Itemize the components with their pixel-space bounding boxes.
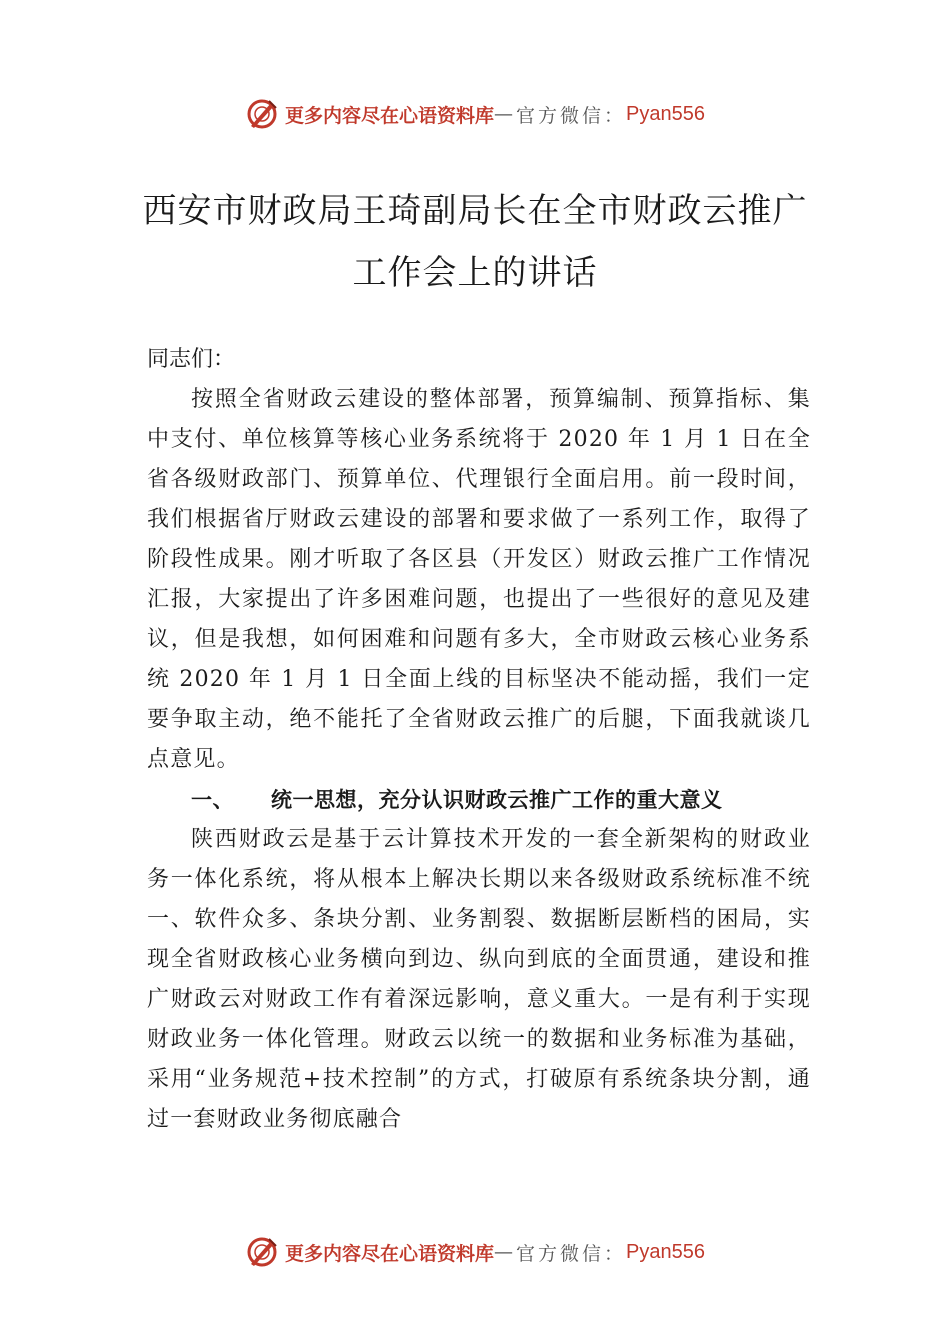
salutation: 同志们： bbox=[147, 347, 236, 372]
footer-wechat-id: Pyan556 bbox=[626, 1240, 705, 1263]
paragraph-significance: 陕西财政云是基于云计算技术开发的一套全新架构的财政业务一体化系统，将从根本上解决长期以来各级财政系统标准不统一、软件众多、条块分割、业务割裂、数据断层断档的困局，实现全省财政核心业务横向到边、纵向到底的全面贯通，建设和推广财政云对财政工作有着深远影响，意义重大。一是有利于实现财政业务一体化管理。财政云以统一的数据和业务标准为基础，采用“业务规范+技术控制”的方式，打破原有系统条块分割，通过一套财政业务彻底融合 bbox=[147, 827, 811, 1132]
footer-banner bbox=[0, 1232, 950, 1272]
header-banner bbox=[0, 94, 950, 134]
banner-wechat-label: 官方微信： bbox=[516, 104, 627, 127]
quill-seal-icon bbox=[245, 97, 279, 131]
document-title: 西安市财政局王琦副局长在全市财政云推广工作会上的讲话 bbox=[142, 191, 808, 293]
footer-wechat-label: 官方微信： bbox=[516, 1242, 627, 1265]
banner-wechat-id: Pyan556 bbox=[626, 102, 705, 125]
footer-site-name: 更多内容尽在心语资料库 bbox=[285, 1242, 495, 1265]
section-heading-number: 一、 bbox=[191, 788, 234, 812]
document-body bbox=[147, 340, 811, 1140]
paragraph-intro: 按照全省财政云建设的整体部署，预算编制、预算指标、集中支付、单位核算等核心业务系统将于 2020 年 1 月 1 日在全省各级财政部门、预算单位、代理银行全面启用。前一段时间，我们根据省厅财政云建设的部署和要求做了一系列工作，取得了阶段性成果。刚才听取了各区县（开发区）财政云推广工作情况汇报，大家提出了许多困难问题，也提出了一些很好的意见及建议，但是我想，如何困难和问题有多大，全市财政云核心业务系统 2020 年 1 月 1 日全面上线的目标坚决不能动摇，我们一定要争取主动，绝不能托了全省财政云推广的后腿，下面我就谈几点意见。 bbox=[147, 387, 811, 772]
section-heading-1 bbox=[147, 780, 811, 820]
quill-seal-icon bbox=[245, 1235, 279, 1269]
banner-dash: — bbox=[494, 103, 517, 125]
section-heading-text: 统一思想，充分认识财政云推广工作的重大意义 bbox=[271, 788, 723, 812]
banner-site-name: 更多内容尽在心语资料库 bbox=[285, 104, 495, 127]
footer-dash: — bbox=[494, 1241, 517, 1263]
